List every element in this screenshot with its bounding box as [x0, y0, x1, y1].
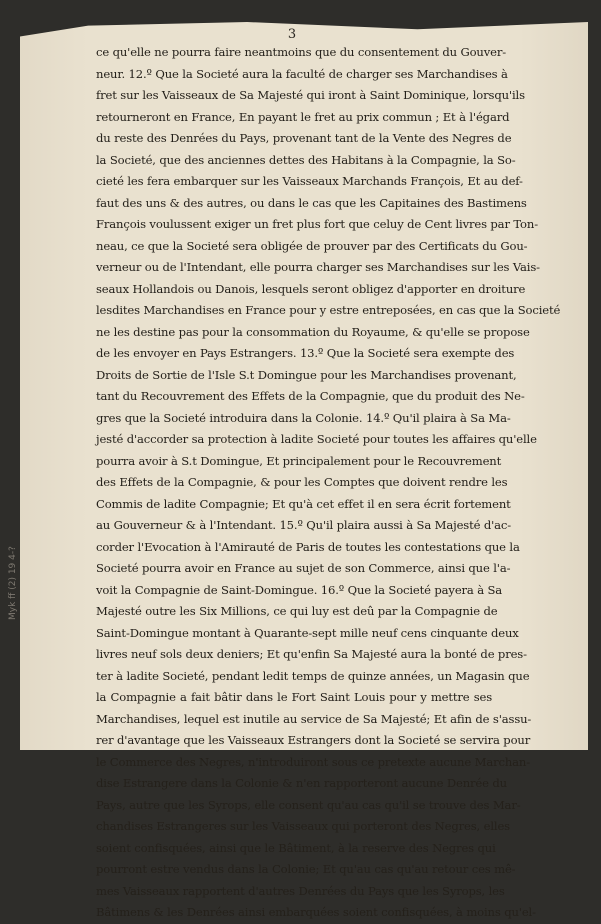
text-line: ter à ladite Societé, pendant ledit temps de quinze années, un Magasin que — [96, 668, 530, 683]
text-line: soient confisquées, ainsi que le Bâtiment, à la reserve des Negres qui — [96, 840, 496, 855]
body-text — [96, 42, 561, 924]
text-line: du reste des Denrées du Pays, provenant tant de la Vente des Negres de — [96, 131, 512, 145]
text-line: retourneront en France, En payant le fret au prix commun ; Et à l'égard — [96, 109, 510, 124]
text-line: pourra avoir à S.t Domingue, Et principalement pour le Recouvrement — [96, 453, 502, 468]
text-line: Societé pourra avoir en France au sujet de son Commerce, ainsi que l'a- — [96, 561, 511, 575]
text-line: jesté d'accorder sa protection à ladite Societé pour toutes les affaires qu'elle — [96, 432, 537, 446]
text-line: Bâtimens & les Denrées ainsi embarquées soient confisquées, à moins qu'el- — [96, 905, 536, 919]
page-number: 3 — [287, 27, 297, 42]
text-line: verneur ou de l'Intendant, elle pourra charger ses Marchandises sur les Vais- — [96, 260, 540, 274]
text-line: Commis de ladite Compagnie; Et qu'à cet effet il en sera écrit fortement — [96, 496, 511, 511]
text-line: Pays, autre que les Syrops, elle consent qu'au cas qu'il se trouve des Mar- — [96, 797, 521, 812]
text-line: dise Estrangere dans la Colonie & n'en rapporteront aucune Denrée du — [96, 776, 507, 790]
text-line: mes Vaisseaux rapportent d'autres Denrées du Pays que les Syrops, les — [96, 883, 505, 898]
text-line: pourront estre vendus dans la Colonie; Et qu'au cas qu'au retour ces mê- — [96, 862, 516, 876]
text-line: voit la Compagnie de Saint-Domingue. 16.º Que la Societé payera à Sa — [96, 582, 503, 597]
text-line: corder l'Evocation à l'Amirauté de Paris de toutes les contestations que la — [96, 539, 520, 554]
text-line: lesdites Marchandises en France pour y estre entreposées, en cas que la Societé — [96, 303, 561, 317]
text-line: tant du Recouvrement des Effets de la Compagnie, que du produit des Ne- — [96, 389, 525, 403]
text-line: la Societé, que des anciennes dettes des Habitans à la Compagnie, la So- — [96, 152, 516, 167]
margin-annotation: Myk ff (2) 19 4-? — [8, 546, 18, 620]
text-line: livres neuf sols deux deniers; Et qu'enfin Sa Majesté aura la bonté de pres- — [96, 647, 527, 661]
text-line: la Compagnie a fait bâtir dans le Fort Saint Louis pour y mettre ses — [96, 690, 492, 704]
text-line: au Gouverneur & à l'Intendant. 15.º Qu'il plaira aussi à Sa Majesté d'ac- — [96, 518, 512, 532]
text-line: chandises Estrangeres sur les Vaisseaux qui porteront des Negres, elles — [96, 819, 510, 833]
text-line: faut des uns & des autres, ou dans le cas que les Capitaines des Bastimens — [96, 195, 527, 210]
text-line: François voulussent exiger un fret plus fort que celuy de Cent livres par Ton- — [96, 217, 538, 231]
text-line: cieté les fera embarquer sur les Vaisseaux Marchands François, Et au def- — [96, 174, 523, 188]
text-line: gres que la Societé introduira dans la Colonie. 14.º Qu'il plaira à Sa Ma- — [96, 410, 511, 425]
text-line: seaux Hollandois ou Danois, lesquels seront obligez d'apporter en droiture — [96, 281, 526, 296]
text-line: ce qu'elle ne pourra faire neantmoins que du consentement du Gouver- — [96, 45, 507, 59]
text-line: le Commerce des Negres, n'introduiront sous ce pretexte aucune Marchan- — [96, 754, 530, 769]
text-line: Saint-Domingue montant à Quarante-sept mille neuf cens cinquante deux — [96, 625, 519, 640]
text-line: rer d'avantage que les Vaisseaux Estrangers dont la Societé se servira pour — [96, 733, 531, 747]
text-line: Droits de Sortie de l'Isle S.t Domingue pour les Marchandises provenant, — [96, 367, 517, 382]
text-line: Majesté outre les Six Millions, ce qui luy est deû par la Compagnie de — [96, 604, 498, 618]
text-line: des Effets de la Compagnie, & pour les Comptes que doivent rendre les — [96, 475, 508, 489]
text-line: neur. 12.º Que la Societé aura la faculté de charger ses Marchandises à — [96, 66, 508, 81]
text-line: de les envoyer en Pays Estrangers. 13.º Que la Societé sera exempte des — [96, 346, 515, 360]
text-line: Marchandises, lequel est inutile au service de Sa Majesté; Et afin de s'assu- — [96, 711, 532, 726]
text-line: fret sur les Vaisseaux de Sa Majesté qui iront à Saint Dominique, lorsqu'ils — [96, 88, 525, 102]
text-line: ne les destine pas pour la consommation du Royaume, & qu'elle se propose — [96, 324, 530, 339]
text-line: neau, ce que la Societé sera obligée de prouver par des Certificats du Gou- — [96, 238, 528, 253]
